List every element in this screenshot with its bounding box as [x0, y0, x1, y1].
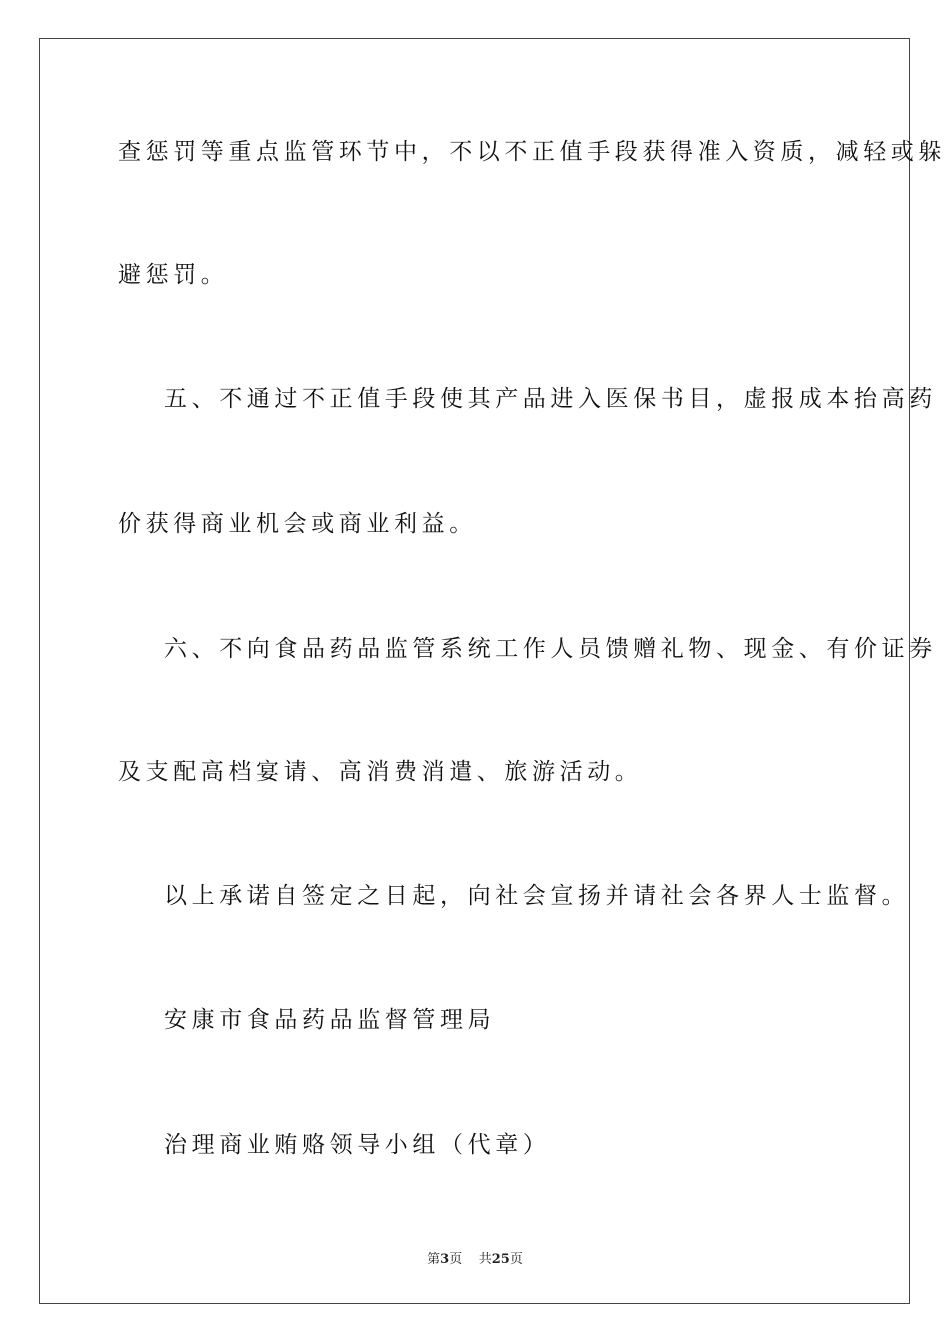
- total-pages: 25: [491, 1252, 510, 1267]
- total-suffix: 页: [509, 1252, 523, 1267]
- page-border: [39, 38, 910, 1304]
- page-suffix: 页: [449, 1252, 463, 1267]
- paragraph-5-line-2: 价获得商业机会或商业利益。: [118, 511, 477, 537]
- paragraph-6-line-1: 六、不向食品药品监管系统工作人员馈赠礼物、现金、有价证券: [164, 636, 937, 662]
- page-number: 3: [440, 1252, 450, 1267]
- total-prefix: 共: [478, 1252, 492, 1267]
- page-prefix: 第: [427, 1252, 441, 1267]
- body-line-2: 避惩罚。: [118, 262, 229, 288]
- issuer-group: 治理商业贿赂领导小组（代章）: [164, 1132, 551, 1158]
- body-line-1: 查惩罚等重点监管环节中，不以不正值手段获得准入资质，减轻或躲: [118, 139, 946, 165]
- paragraph-6-line-2: 及支配高档宴请、高消费消遣、旅游活动。: [118, 759, 643, 785]
- issuer-name: 安康市食品药品监督管理局: [164, 1007, 496, 1033]
- paragraph-5-line-1: 五、不通过不正值手段使其产品进入医保书目，虚报成本抬高药: [164, 386, 937, 412]
- page-footer: [0, 1248, 950, 1267]
- commitment-statement: 以上承诺自签定之日起，向社会宣扬并请社会各界人士监督。: [164, 883, 910, 909]
